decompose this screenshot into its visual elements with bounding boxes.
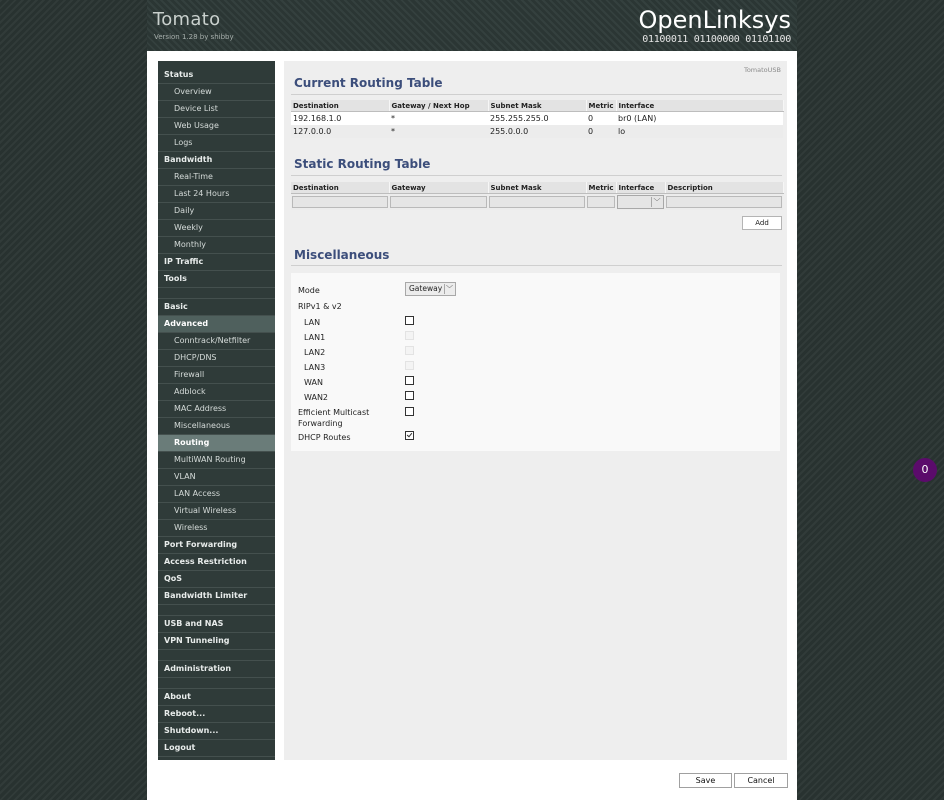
sidebar-item-vlan[interactable]: VLAN xyxy=(158,469,275,486)
sidebar-item-reboot[interactable]: Reboot... xyxy=(158,706,275,723)
table-cell: 127.0.0.0 xyxy=(291,125,389,138)
main-content xyxy=(284,61,787,760)
sidebar-item-mac-address[interactable]: MAC Address xyxy=(158,401,275,418)
sidebar-item-virtual-wireless[interactable]: Virtual Wireless xyxy=(158,503,275,520)
sidebar-item-real-time[interactable]: Real-Time xyxy=(158,169,275,186)
mode-label: Mode xyxy=(298,286,320,295)
sidebar-item-bandwidth[interactable]: Bandwidth xyxy=(158,152,275,169)
lan-rip-checkbox[interactable] xyxy=(405,316,414,325)
current-routing-table xyxy=(291,100,784,138)
wan-rip-checkbox[interactable] xyxy=(405,376,414,385)
table-cell: 0 xyxy=(586,125,616,138)
cancel-button[interactable]: Cancel xyxy=(734,773,788,788)
sidebar-item-routing[interactable]: Routing xyxy=(158,435,275,452)
page-header xyxy=(147,0,797,51)
sidebar-item-tools[interactable]: Tools xyxy=(158,271,275,288)
sidebar-item-conntrack[interactable]: Conntrack/Netfilter xyxy=(158,333,275,350)
sidebar-item-vpn-tunneling[interactable]: VPN Tunneling xyxy=(158,633,275,650)
sidebar-item-logs[interactable]: Logs xyxy=(158,135,275,152)
mode-select[interactable] xyxy=(405,282,456,296)
sidebar-item-dhcp-dns[interactable]: DHCP/DNS xyxy=(158,350,275,367)
description-input[interactable] xyxy=(666,196,782,208)
lan3-label: LAN3 xyxy=(304,363,326,372)
table-cell xyxy=(488,194,586,211)
emf-label-line2: Forwarding xyxy=(298,419,343,428)
static-routing-table xyxy=(291,182,784,210)
emf-label xyxy=(298,407,369,429)
column-header: Metric xyxy=(586,100,616,112)
miscellaneous-panel xyxy=(291,273,780,451)
column-header: Destination xyxy=(291,182,389,194)
app-title: Tomato xyxy=(153,9,221,30)
chevron-down-icon: ﹀ xyxy=(651,197,662,207)
static-routing-title: Static Routing Table xyxy=(294,157,431,171)
sidebar-item-bandwidth-limiter[interactable]: Bandwidth Limiter xyxy=(158,588,275,605)
column-header: Metric xyxy=(586,182,616,194)
sidebar-item-adblock[interactable]: Adblock xyxy=(158,384,275,401)
table-row xyxy=(291,112,783,126)
page-wrapper xyxy=(147,0,797,800)
sidebar-item-basic[interactable]: Basic xyxy=(158,299,275,316)
brand-name: OpenLinksys xyxy=(638,6,791,34)
add-route-button[interactable]: Add xyxy=(742,216,782,230)
sidebar-item-about[interactable]: About xyxy=(158,689,275,706)
sidebar-divider xyxy=(158,678,275,689)
table-cell: lo xyxy=(616,125,783,138)
app-version: Version 1.28 by shibby xyxy=(154,33,234,41)
wan2-label: WAN2 xyxy=(304,393,329,402)
table-cell xyxy=(389,194,488,211)
table-cell xyxy=(665,194,783,211)
lan2-rip-checkbox xyxy=(405,346,414,355)
column-header: Interface xyxy=(616,182,665,194)
mode-value: Gateway xyxy=(409,284,443,293)
sidebar-item-access-restriction[interactable]: Access Restriction xyxy=(158,554,275,571)
wan-label: WAN xyxy=(304,378,323,387)
column-header: Destination xyxy=(291,100,389,112)
column-header: Subnet Mask xyxy=(488,182,586,194)
sidebar-item-wireless[interactable]: Wireless xyxy=(158,520,275,537)
emf-checkbox[interactable] xyxy=(405,407,414,416)
chevron-down-icon: ﹀ xyxy=(446,285,453,293)
table-header-row xyxy=(291,100,783,112)
sidebar-item-logout[interactable]: Logout xyxy=(158,740,275,757)
sidebar-item-status[interactable]: Status xyxy=(158,67,275,84)
subnet-mask-input[interactable] xyxy=(489,196,585,208)
column-header: Gateway xyxy=(389,182,488,194)
sidebar-item-multiwan-routing[interactable]: MultiWAN Routing xyxy=(158,452,275,469)
column-header: Description xyxy=(665,182,783,194)
sidebar-item-weekly[interactable]: Weekly xyxy=(158,220,275,237)
lan3-rip-checkbox xyxy=(405,361,414,370)
emf-label-line1: Efficient Multicast xyxy=(298,408,370,417)
miscellaneous-title: Miscellaneous xyxy=(294,248,390,262)
metric-input[interactable] xyxy=(587,196,615,208)
sidebar-item-last-24-hours[interactable]: Last 24 Hours xyxy=(158,186,275,203)
brand-logo xyxy=(621,6,791,46)
sidebar-nav xyxy=(158,61,275,760)
lan-label: LAN xyxy=(304,318,321,327)
column-header: Gateway / Next Hop xyxy=(389,100,488,112)
sidebar-item-usb-and-nas[interactable]: USB and NAS xyxy=(158,616,275,633)
table-cell: 255.255.255.0 xyxy=(488,112,586,126)
sidebar-item-port-forwarding[interactable]: Port Forwarding xyxy=(158,537,275,554)
column-header: Interface xyxy=(616,100,783,112)
lan1-rip-checkbox xyxy=(405,331,414,340)
sidebar-item-device-list[interactable]: Device List xyxy=(158,101,275,118)
sidebar-item-overview[interactable]: Overview xyxy=(158,84,275,101)
interface-select[interactable] xyxy=(617,195,664,209)
sidebar-item-daily[interactable]: Daily xyxy=(158,203,275,220)
sidebar-divider xyxy=(158,650,275,661)
sidebar-item-firewall[interactable]: Firewall xyxy=(158,367,275,384)
sidebar-item-ip-traffic[interactable]: IP Traffic xyxy=(158,254,275,271)
sidebar-item-web-usage[interactable]: Web Usage xyxy=(158,118,275,135)
wan2-rip-checkbox[interactable] xyxy=(405,391,414,400)
column-header: Subnet Mask xyxy=(488,100,586,112)
sidebar-item-miscellaneous[interactable]: Miscellaneous xyxy=(158,418,275,435)
table-cell xyxy=(586,194,616,211)
table-cell: * xyxy=(389,112,488,126)
lan1-label: LAN1 xyxy=(304,333,326,342)
table-header-row xyxy=(291,182,783,194)
gateway-input[interactable] xyxy=(390,196,487,208)
table-row xyxy=(291,194,783,211)
sidebar-item-lan-access[interactable]: LAN Access xyxy=(158,486,275,503)
section-divider xyxy=(291,265,782,266)
table-cell: br0 (LAN) xyxy=(616,112,783,126)
table-cell xyxy=(291,194,389,211)
brand-tagline: 01100011 01100000 01101100 xyxy=(642,34,791,45)
destination-input[interactable] xyxy=(292,196,388,208)
save-button[interactable]: Save xyxy=(679,773,732,788)
router-tag: TomatoUSB xyxy=(743,66,781,74)
sidebar-item-shutdown[interactable]: Shutdown... xyxy=(158,723,275,740)
sidebar-item-monthly[interactable]: Monthly xyxy=(158,237,275,254)
dhcp-routes-checkbox[interactable] xyxy=(405,431,414,440)
table-cell: 255.0.0.0 xyxy=(488,125,586,138)
sidebar-item-qos[interactable]: QoS xyxy=(158,571,275,588)
table-cell: * xyxy=(389,125,488,138)
section-divider xyxy=(291,175,782,176)
sidebar-divider xyxy=(158,605,275,616)
section-divider xyxy=(291,94,782,95)
table-row xyxy=(291,125,783,138)
table-cell: 192.168.1.0 xyxy=(291,112,389,126)
sidebar-divider xyxy=(158,288,275,299)
dhcp-routes-label: DHCP Routes xyxy=(298,433,351,442)
rip-label: RIPv1 & v2 xyxy=(298,302,342,311)
table-cell: 0 xyxy=(586,112,616,126)
sidebar-item-administration[interactable]: Administration xyxy=(158,661,275,678)
lan2-label: LAN2 xyxy=(304,348,326,357)
notification-badge[interactable]: 0 xyxy=(913,458,937,482)
sidebar-item-advanced[interactable]: Advanced xyxy=(158,316,275,333)
table-cell xyxy=(616,194,665,211)
current-routing-title: Current Routing Table xyxy=(294,76,443,90)
